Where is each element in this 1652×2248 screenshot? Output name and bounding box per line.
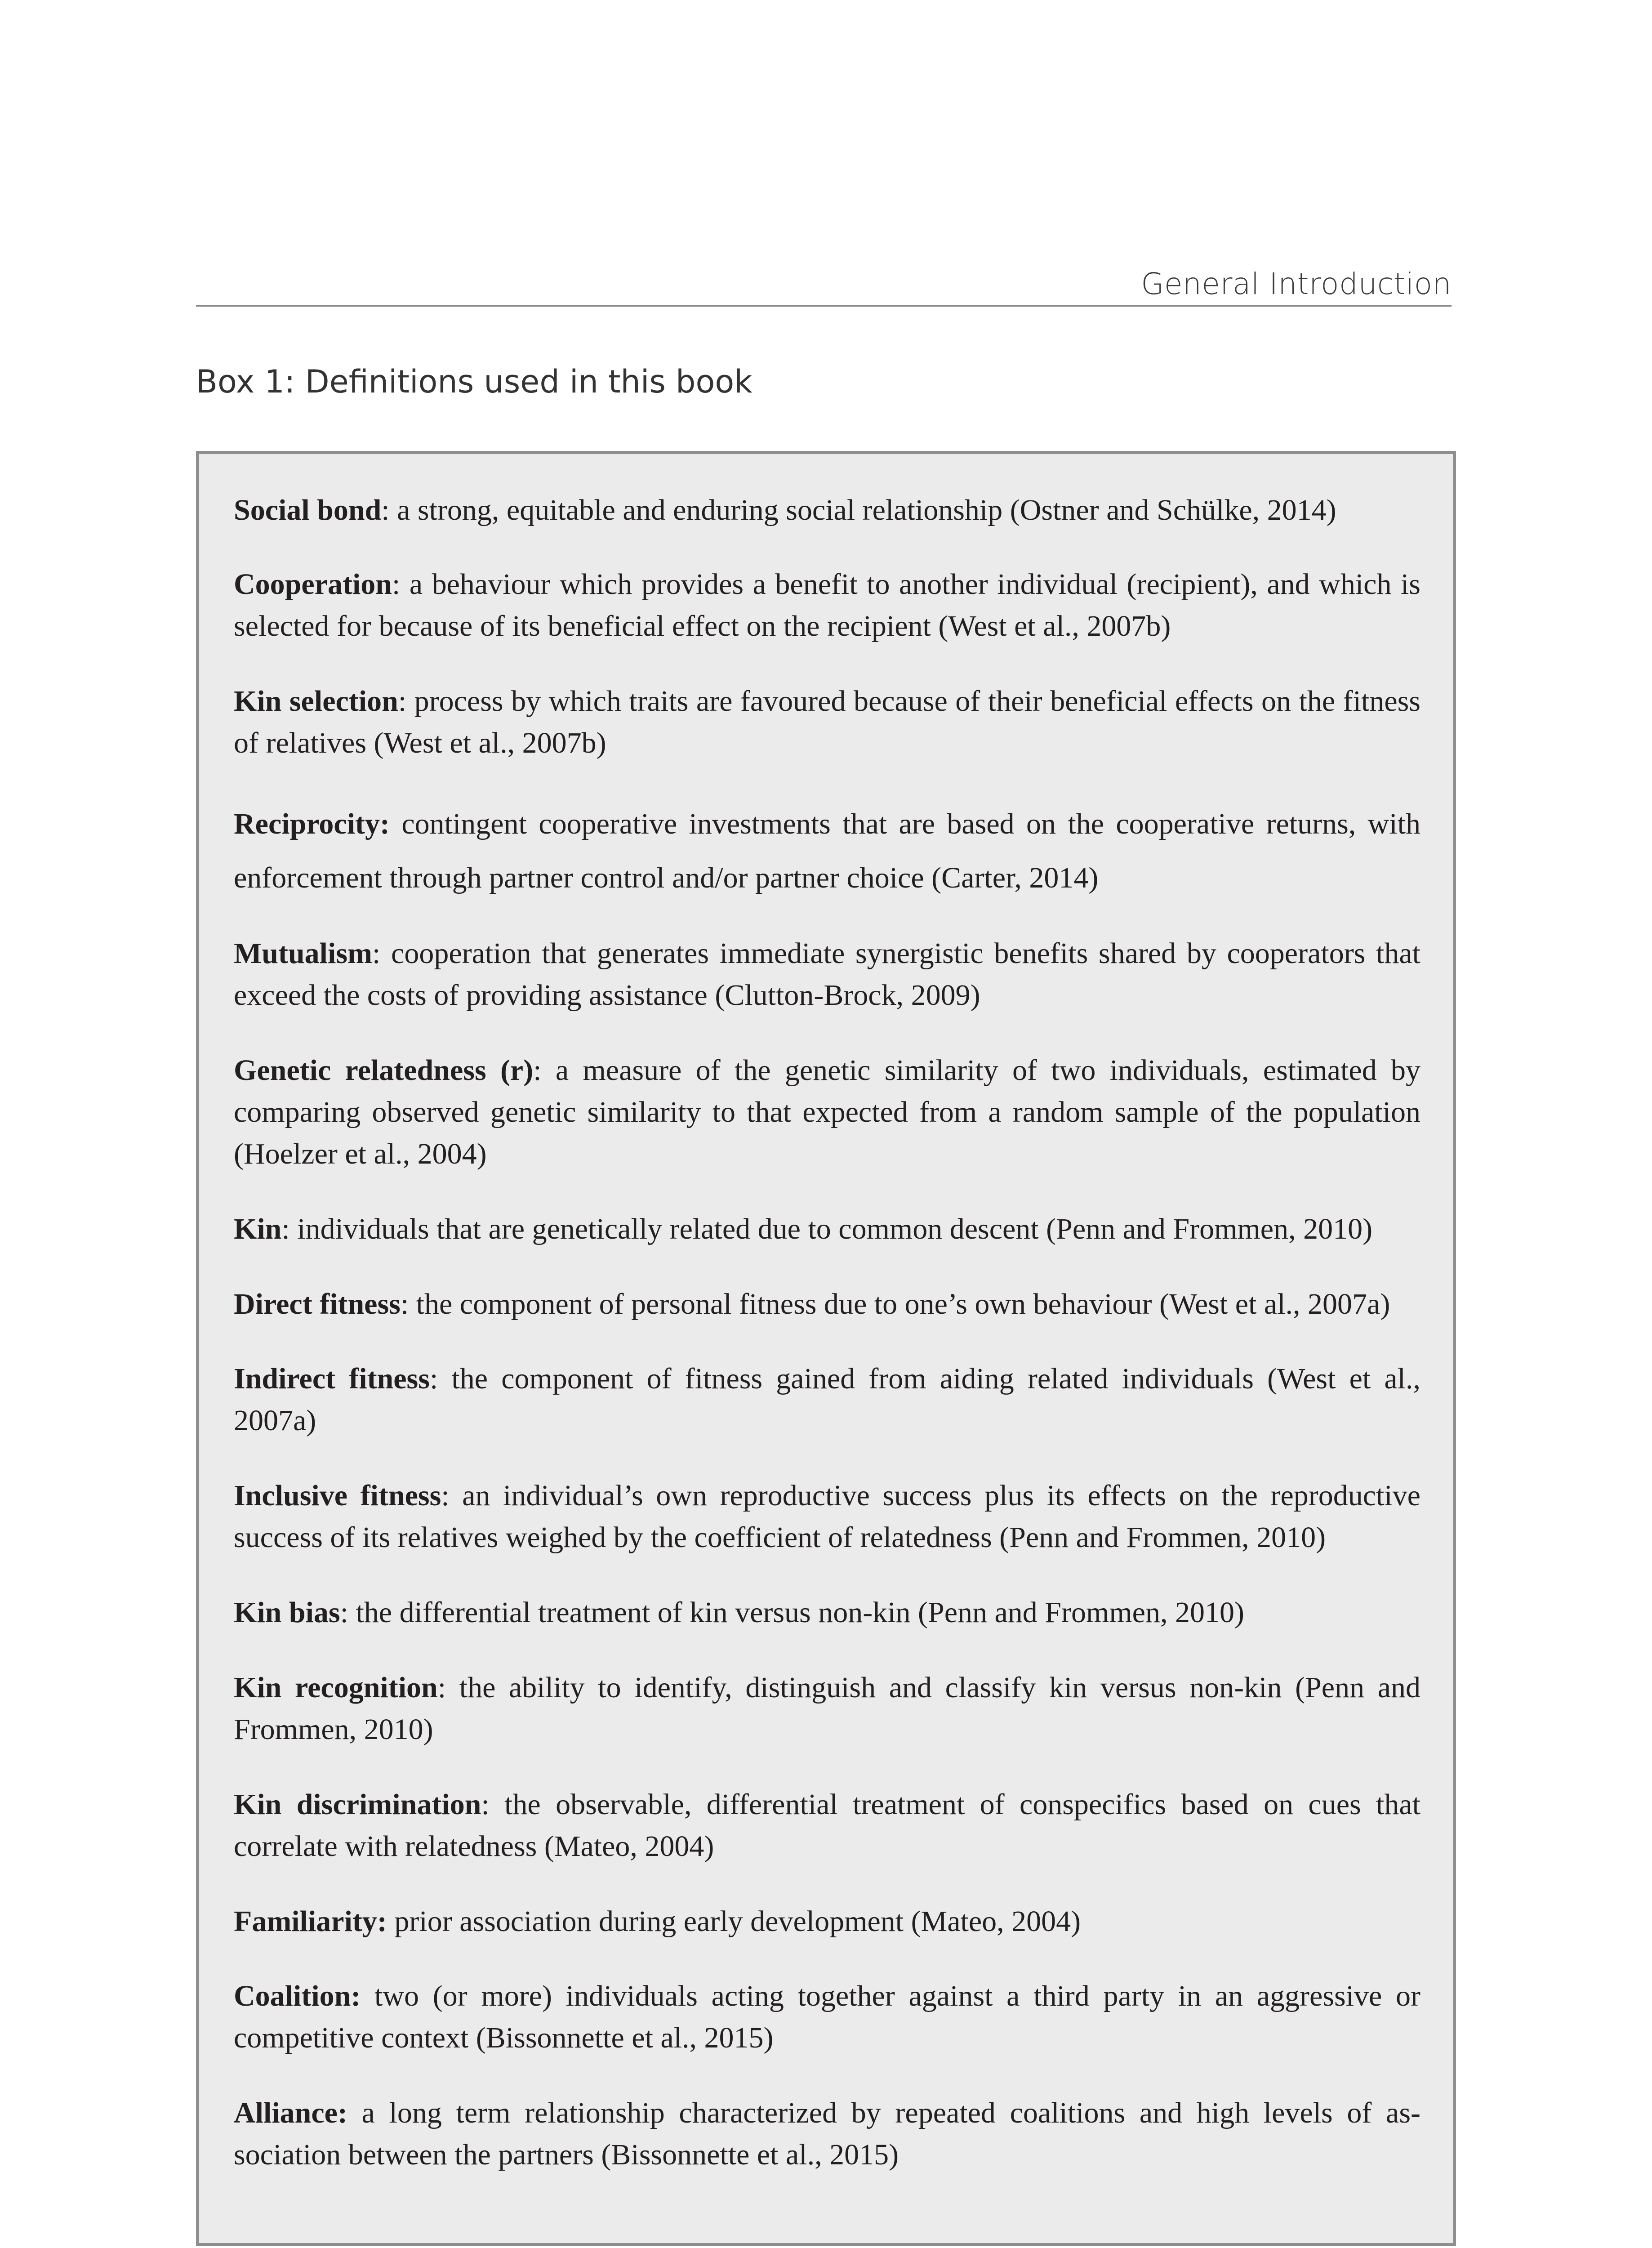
definition-text: : an individual’s own reproductive success plus its effects on the reproductive success of its relatives weighed by the coefficient of relatedness (Penn and Frommen, 2010) bbox=[234, 1479, 1420, 1554]
definition-term: Inclusive fitness bbox=[234, 1479, 441, 1512]
definition-text: prior association during early development (Mateo, 2004) bbox=[387, 1905, 1081, 1938]
definition-term: Reciprocity: bbox=[234, 807, 390, 840]
running-header bbox=[196, 256, 1452, 307]
definition-familiarity bbox=[234, 1900, 1420, 1942]
definition-term: Direct fitness bbox=[234, 1288, 401, 1320]
definition-term: Familiarity: bbox=[234, 1905, 387, 1938]
definition-text: : process by which traits are favoured because of their beneficial effects on the fitness of relatives (West et al., 2007b) bbox=[234, 685, 1420, 759]
definition-kin-selection bbox=[234, 680, 1420, 764]
definition-term: Kin selection bbox=[234, 685, 398, 718]
definition-text: : the differential treatment of kin versus non-kin (Penn and Frommen, 2010) bbox=[340, 1596, 1244, 1629]
definition-reciprocity bbox=[234, 797, 1420, 905]
definition-text: : the observable, differential treatment of conspecifics based on cues that correlate with relatedness (Mateo, 2004) bbox=[234, 1788, 1421, 1863]
definition-text: : the component of fitness gained from aiding related individuals (West et al., 2007a) bbox=[234, 1362, 1421, 1437]
definition-indirect-fitness bbox=[234, 1358, 1420, 1441]
definition-term: Indirect fitness bbox=[234, 1362, 430, 1395]
definition-kin-discrimination bbox=[234, 1784, 1420, 1867]
definition-term: Kin recognition bbox=[234, 1671, 438, 1704]
definition-text: : a measure of the genetic similarity of two individuals, estimated by comparing observed genetic similarity to that expected from a random sample of the population (Hoelzer et al., 2004) bbox=[234, 1054, 1421, 1170]
definition-term: Kin discrimination bbox=[234, 1788, 481, 1821]
definition-term: Mutualism bbox=[234, 937, 373, 970]
definition-direct-fitness bbox=[234, 1283, 1420, 1325]
definition-term: Coalition: bbox=[234, 1980, 361, 2012]
definition-text: : a strong, equitable and enduring social relationship (Ostner and Schülke, 2014) bbox=[381, 494, 1336, 526]
definition-text: contingent cooperative investments that are based on the cooperative returns, with enforcement through partner control and/or partner choice (Carter, 2014) bbox=[234, 807, 1420, 894]
definition-text: : a behaviour which provides a benefit to another individual (recipient), and which is selected for because of its beneficial effect on the recipient (West et al., 2007b) bbox=[234, 568, 1420, 642]
definition-term: Kin bias bbox=[234, 1596, 340, 1629]
definition-cooperation bbox=[234, 563, 1420, 647]
definition-text: : cooperation that generates immediate synergistic benefits shared by cooperators that exceed the costs of providing assistance (Clutton-Brock, 2009) bbox=[234, 937, 1420, 1012]
definition-text: a long term relationship characterized by repeated coalitions and high levels of as- sociation between the partners (Bissonnette et al., 2015) bbox=[234, 2096, 1420, 2171]
definition-term: Genetic relatedness (r) bbox=[234, 1054, 534, 1087]
definition-text: : the ability to identify, distinguish and classify kin versus non-kin (Penn and Frommen, 2010) bbox=[234, 1671, 1420, 1746]
definition-inclusive-fitness bbox=[234, 1475, 1420, 1558]
running-header-title: General Introduction bbox=[1141, 267, 1452, 301]
definition-social-bond bbox=[234, 489, 1420, 531]
box-title: Box 1: Definitions used in this book bbox=[196, 363, 753, 400]
definition-term: Alliance: bbox=[234, 2096, 347, 2129]
definition-coalition bbox=[234, 1975, 1420, 2059]
definition-text: two (or more) individuals acting together against a third party in an aggressive or competitive context (Bissonnette et al., 2015) bbox=[234, 1980, 1420, 2054]
definition-text: : the component of personal fitness due to one’s own behaviour (West et al., 2007a) bbox=[400, 1288, 1390, 1320]
definition-mutualism bbox=[234, 932, 1420, 1016]
definition-genetic-relatedness bbox=[234, 1049, 1420, 1175]
definition-text: : individuals that are genetically related due to common descent (Penn and Frommen, 2010) bbox=[281, 1213, 1373, 1245]
definition-alliance bbox=[234, 2092, 1420, 2176]
definition-term: Social bond bbox=[234, 494, 382, 526]
definition-kin bbox=[234, 1208, 1420, 1250]
definition-kin-recognition bbox=[234, 1667, 1420, 1750]
definition-kin-bias bbox=[234, 1592, 1420, 1633]
definition-term: Kin bbox=[234, 1213, 282, 1245]
definitions-box bbox=[196, 451, 1456, 2246]
definition-term: Cooperation bbox=[234, 568, 392, 601]
